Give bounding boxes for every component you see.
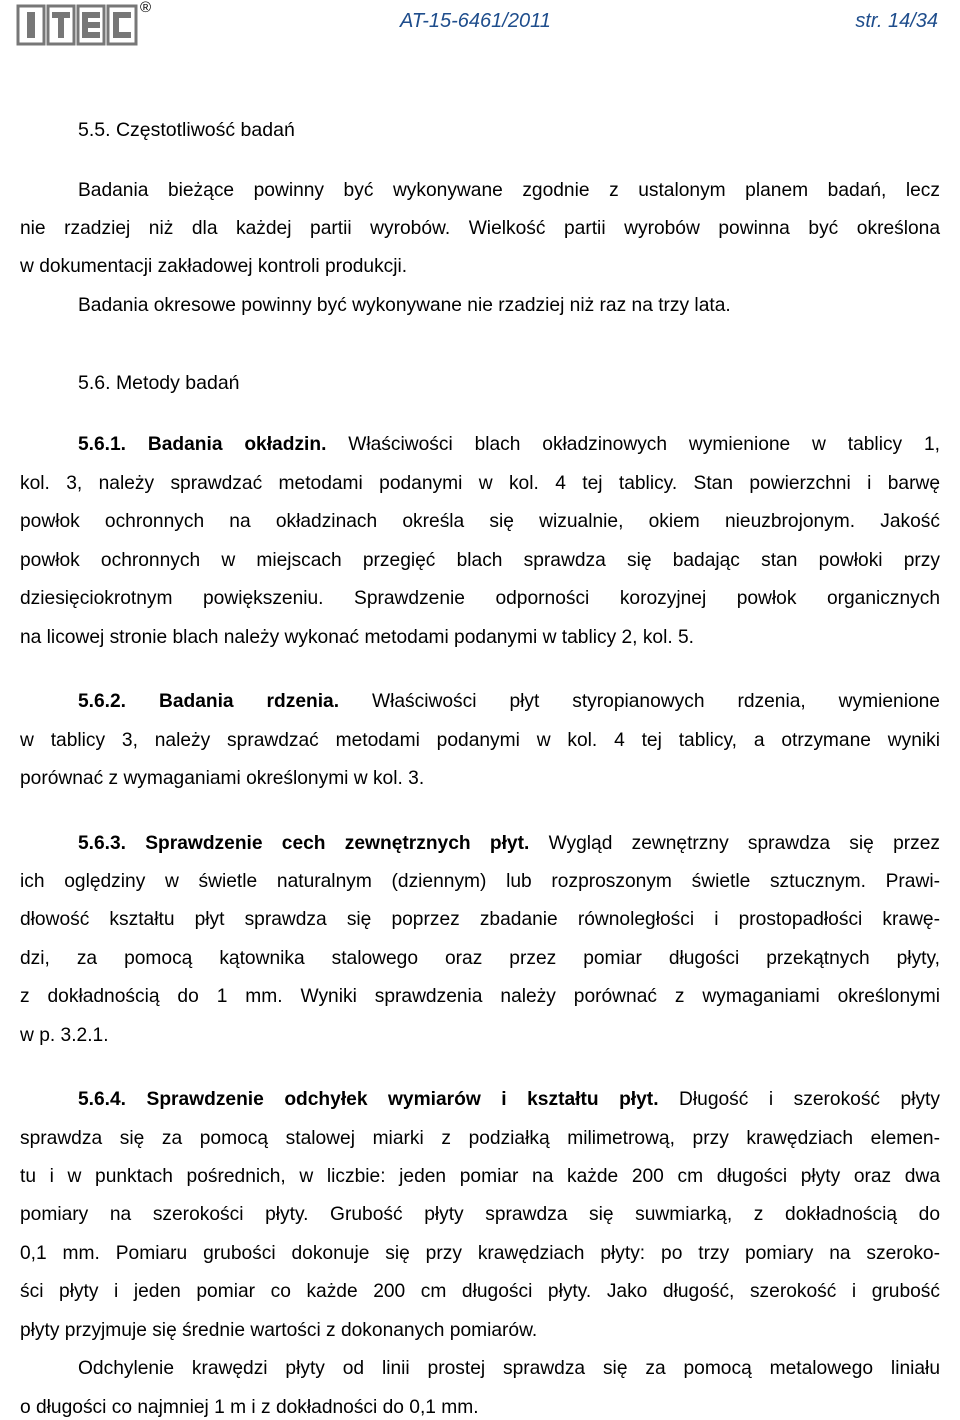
subsection-heading-5-6-4: 5.6.4. Sprawdzenie odchyłek wymiarów i kształtu płyt. — [78, 1089, 659, 1110]
subsection-heading-5-6-3: 5.6.3. Sprawdzenie cech zewnętrznych płyt. — [78, 833, 530, 854]
paragraph-line: Badania okresowe powinny być wykonywane nie rzadziej niż raz na trzy lata. — [78, 295, 731, 316]
subsection-5-6-3-first-line — [78, 832, 940, 856]
paragraph-line: pomiary na szerokości płyty. Grubość płyty sprawdza się suwmiarką, z dokładnością do — [20, 1204, 940, 1225]
paragraph-line: o długości co najmniej 1 m i z dokładności do 0,1 mm. — [20, 1397, 479, 1418]
section-heading-5-5: 5.5. Częstotliwość badań — [78, 119, 295, 141]
paragraph-line: powłok ochronnych na okładzinach określa się wizualnie, okiem nieuzbrojonym. Jakość — [20, 511, 940, 532]
paragraph-line: w dokumentacji zakładowej kontroli produkcji. — [20, 256, 408, 277]
paragraph-line: ich oględziny w świetle naturalnym (dziennym) lub rozproszonym świetle sztucznym. Prawi- — [20, 871, 940, 892]
paragraph-line: ści płyty i jeden pomiar co każde 200 cm długości płyty. Jako długość, szerokość i grubość — [20, 1281, 940, 1302]
subsection-5-6-1-first-line — [78, 433, 940, 457]
paragraph-line: nie rzadziej niż dla każdej partii wyrobów. Wielkość partii wyrobów powinna być określona — [20, 218, 940, 239]
paragraph-line: kol. 3, należy sprawdzać metodami podanymi w kol. 4 tej tablicy. Stan powierzchni i barwę — [20, 473, 940, 494]
subsection-heading-5-6-1: 5.6.1. Badania okładzin. — [78, 434, 327, 455]
subsection-heading-5-6-2: 5.6.2. Badania rdzenia. — [78, 691, 340, 712]
page-header — [0, 0, 960, 52]
subsection-5-6-4-first-line — [78, 1088, 940, 1112]
paragraph-line: dziesięciokrotnym powiększeniu. Sprawdzenie odporności korozyjnej powłok organicznych — [20, 588, 940, 609]
paragraph-line: tu i w punktach pośrednich, w liczbie: jeden pomiar na każde 200 cm długości płyty oraz dwa — [20, 1166, 940, 1187]
paragraph-line: w p. 3.2.1. — [20, 1025, 109, 1046]
paragraph-line: dłowość kształtu płyt sprawdza się poprzez zbadanie równoległości i prostopadłości krawę- — [20, 909, 940, 930]
subsection-5-6-2-first-line — [78, 690, 940, 714]
paragraph-text: Długość i szerokość płyty — [679, 1089, 940, 1110]
paragraph-line: Odchylenie krawędzi płyty od linii prostej sprawdza się za pomocą metalowego liniału — [78, 1358, 940, 1379]
page-number: str. 14/34 — [855, 10, 938, 32]
paragraph-line: powłok ochronnych w miejscach przegięć blach sprawdza się badając stan powłoki przy — [20, 550, 940, 571]
paragraph-line: Badania bieżące powinny być wykonywane zgodnie z ustalonym planem badań, lecz — [78, 180, 940, 201]
paragraph-text: Właściwości blach okładzinowych wymienione w tablicy 1, — [348, 434, 940, 455]
paragraph-line: na licowej stronie blach należy wykonać metodami podanymi w tablicy 2, kol. 5. — [20, 627, 695, 648]
itb-logo-icon — [16, 4, 140, 46]
paragraph-text: Wygląd zewnętrzny sprawdza się przez — [548, 833, 940, 854]
paragraph-line: z dokładnością do 1 mm. Wyniki sprawdzenia należy porównać z wymaganiami określonymi — [20, 986, 940, 1007]
registered-mark: ® — [140, 0, 152, 16]
document-id: AT-15-6461/2011 — [400, 10, 551, 32]
paragraph-line: dzi, za pomocą kątownika stalowego oraz przez pomiar długości przekątnych płyty, — [20, 948, 940, 969]
paragraph-line: porównać z wymaganiami określonymi w kol. 3. — [20, 768, 425, 789]
paragraph-line: sprawdza się za pomocą stalowej miarki z podziałką milimetrową, przy krawędziach elemen- — [20, 1128, 940, 1149]
section-heading-5-6: 5.6. Metody badań — [78, 372, 240, 394]
paragraph-line: płyty przyjmuje się średnie wartości z dokonanych pomiarów. — [20, 1320, 538, 1341]
paragraph-text: Właściwości płyt styropianowych rdzenia, wymienione — [372, 691, 940, 712]
paragraph-line: w tablicy 3, należy sprawdzać metodami podanymi w kol. 4 tej tablicy, a otrzymane wyniki — [20, 730, 940, 751]
paragraph-line: 0,1 mm. Pomiaru grubości dokonuje się przy krawędziach płyty: po trzy pomiary na szeroko- — [20, 1243, 940, 1264]
